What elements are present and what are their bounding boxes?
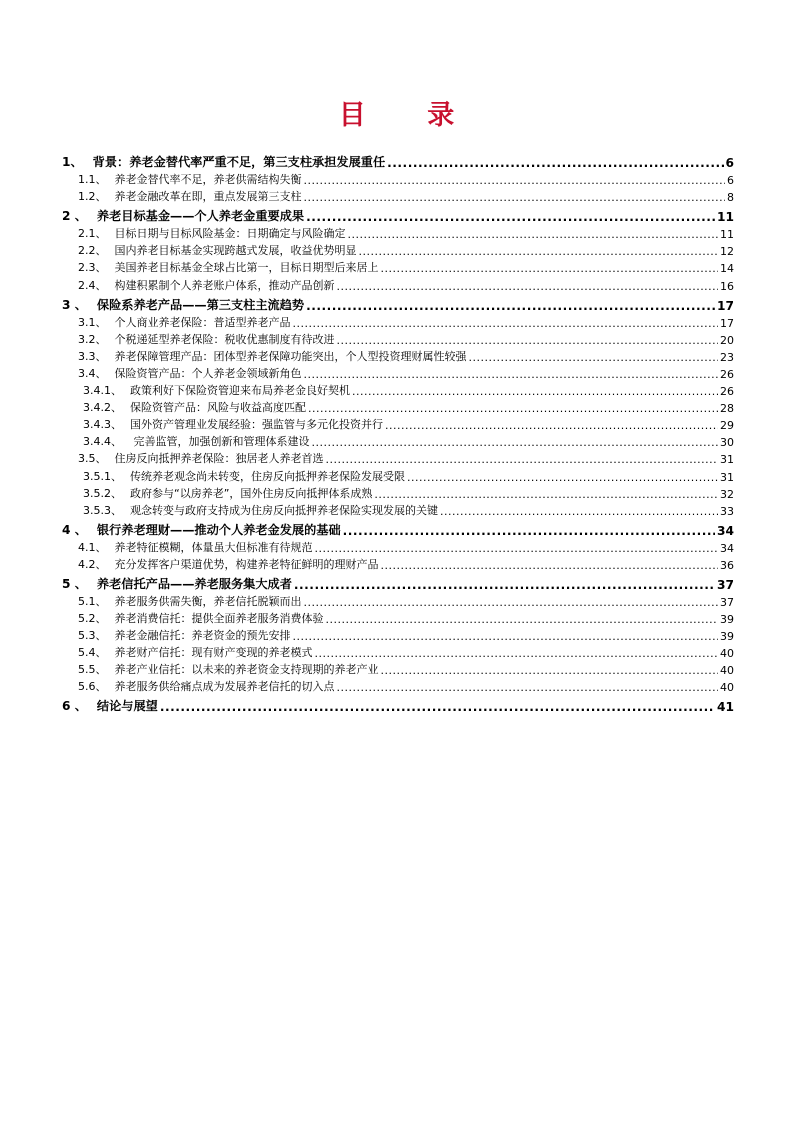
toc-dot-leader	[306, 299, 715, 313]
toc-page-number: 11	[720, 228, 734, 242]
toc-page-number: 11	[717, 210, 734, 225]
toc-page-number: 28	[720, 402, 734, 416]
toc-entry-level-2[interactable]	[62, 677, 734, 694]
toc-dot-leader	[304, 368, 719, 381]
toc-entry-label	[62, 171, 302, 187]
toc-entry-label	[62, 296, 304, 313]
toc-section-title: 完善监管，加强创新和管理体系建设	[130, 435, 310, 449]
toc-entry-level-3[interactable]	[62, 415, 734, 432]
toc-section-title: 政府参与“以房养老”，国外住房反向抵押体系成熟	[130, 486, 373, 500]
toc-dot-leader	[374, 488, 718, 501]
toc-entry-label	[62, 610, 324, 626]
toc-entry-label	[62, 433, 310, 449]
toc-section-title: 养老特征模糊，体量虽大但标准有待规范	[114, 540, 313, 554]
toc-entry-label	[62, 331, 335, 347]
toc-page-number: 29	[720, 419, 734, 433]
toc-section-number: 3 、	[62, 297, 87, 312]
toc-dot-leader	[294, 578, 715, 592]
toc-page-number: 30	[720, 436, 734, 450]
toc-section-number: 5.3、	[78, 629, 107, 643]
toc-section-number: 1、	[62, 155, 83, 169]
toc-section-number: 6 、	[62, 699, 87, 714]
toc-entry-level-1[interactable]	[62, 573, 734, 592]
toc-section-number: 5.4、	[78, 646, 107, 660]
toc-dot-leader	[407, 471, 718, 484]
toc-entry-label	[62, 153, 385, 170]
toc-entry-level-2[interactable]	[62, 330, 734, 347]
toc-dot-leader	[337, 334, 719, 347]
toc-dot-leader	[337, 681, 719, 694]
toc-entry-level-2[interactable]	[62, 258, 734, 275]
toc-page-number: 8	[727, 191, 734, 205]
toc-entry-label	[62, 314, 291, 330]
toc-section-number: 4.2、	[78, 557, 107, 571]
toc-entry-level-2[interactable]	[62, 538, 734, 555]
toc-page-number: 40	[720, 681, 734, 695]
toc-dot-leader	[440, 505, 718, 518]
toc-section-number: 3.3、	[78, 349, 107, 363]
toc-entry-label	[62, 661, 379, 677]
toc-entry-label	[62, 485, 372, 501]
toc-page-number: 37	[720, 595, 734, 609]
toc-dot-leader	[348, 228, 719, 241]
toc-page-number: 6	[727, 174, 734, 188]
toc-entry-label	[62, 593, 302, 609]
toc-entry-level-1[interactable]	[62, 205, 734, 224]
toc-entry-label	[62, 188, 302, 204]
toc-page-number: 41	[717, 700, 734, 715]
toc-section-title: 养老目标基金——个人养老金重要成果	[96, 209, 305, 224]
toc-entry-level-2[interactable]	[62, 224, 734, 241]
toc-entry-label	[62, 502, 438, 518]
toc-dot-leader	[306, 210, 715, 224]
toc-section-title: 充分发挥客户渠道优势，构建养老特征鲜明的理财产品	[114, 557, 379, 571]
toc-dot-leader	[315, 542, 719, 555]
toc-page-number: 20	[720, 333, 734, 347]
toc-entry-level-2[interactable]	[62, 449, 734, 466]
toc-entry-level-1[interactable]	[62, 151, 734, 170]
toc-entry-level-1[interactable]	[62, 519, 734, 538]
toc-entry-level-3[interactable]	[62, 398, 734, 415]
toc-dot-leader	[326, 453, 719, 466]
toc-section-title: 国外资产管理业发展经验：强监管与多元化投资并行	[130, 418, 383, 432]
toc-entry-label	[62, 468, 405, 484]
toc-section-number: 3.5.2、	[83, 486, 122, 500]
toc-entry-level-3[interactable]	[62, 381, 734, 398]
toc-page-number: 26	[720, 367, 734, 381]
toc-section-title: 结论与展望	[96, 699, 158, 714]
toc-section-title: 保险系养老产品——第三支柱主流趋势	[96, 297, 305, 312]
toc-entry-label	[62, 450, 324, 466]
toc-entry-level-1[interactable]	[62, 294, 734, 313]
toc-page-number: 36	[720, 558, 734, 572]
toc-section-title: 养老金融改革在即，重点发展第三支柱	[114, 190, 302, 204]
toc-page-number: 39	[720, 630, 734, 644]
toc-entry-label	[62, 697, 158, 714]
toc-entry-level-2[interactable]	[62, 643, 734, 660]
toc-dot-leader	[381, 262, 719, 275]
toc-section-title: 养老服务供给痛点成为发展养老信托的切入点	[114, 680, 335, 694]
toc-section-title: 保险资管产品：风险与收益高度匹配	[130, 401, 306, 415]
toc-page-number: 17	[717, 298, 734, 313]
toc-dot-leader	[315, 647, 719, 660]
toc-entry-label	[62, 242, 357, 258]
toc-page-number: 14	[720, 262, 734, 276]
toc-dot-leader	[352, 385, 718, 398]
toc-section-number: 2 、	[62, 209, 87, 224]
toc-dot-leader	[469, 351, 719, 364]
toc-page-number: 39	[720, 613, 734, 627]
toc-entry-label	[62, 678, 335, 694]
toc-dot-leader	[381, 664, 719, 677]
toc-section-title: 养老金融信托：养老资金的预先安排	[114, 629, 291, 643]
toc-section-number: 1.2、	[78, 190, 107, 204]
toc-entry-label	[62, 627, 291, 643]
toc-page-number: 37	[717, 577, 734, 592]
toc-section-number: 3.2、	[78, 332, 107, 346]
toc-section-number: 5.5、	[78, 663, 107, 677]
toc-entry-label	[62, 399, 306, 415]
toc-dot-leader	[385, 419, 718, 432]
toc-entry-label	[62, 277, 335, 293]
toc-page-number: 31	[720, 453, 734, 467]
toc-section-title: 个税递延型养老保险：税收优惠制度有待改进	[114, 332, 335, 346]
toc-section-title: 养老金替代率不足，养老供需结构失衡	[114, 173, 302, 187]
toc-section-title: 保险资管产品：个人养老金领域新角色	[114, 366, 302, 380]
toc-page-number: 6	[725, 156, 734, 170]
toc-dot-leader	[293, 317, 719, 330]
toc-entry-label	[62, 644, 313, 660]
toc-page-number: 12	[720, 245, 734, 259]
toc-section-number: 2.2、	[78, 244, 107, 258]
toc-entry-label	[62, 416, 383, 432]
toc-entry-label	[62, 207, 304, 224]
toc-section-title: 养老服务供需失衡，养老信托脱颖而出	[114, 594, 302, 608]
toc-entry-level-2[interactable]	[62, 241, 734, 258]
toc-section-number: 3.4.2、	[83, 401, 122, 415]
toc-dot-leader	[304, 191, 726, 204]
toc-entry-level-2[interactable]	[62, 347, 734, 364]
toc-section-number: 2.3、	[78, 261, 107, 275]
toc-page-number: 34	[720, 541, 734, 555]
toc-entry-level-2[interactable]	[62, 187, 734, 204]
page-title: 目 录	[338, 100, 481, 131]
toc-section-number: 4.1、	[78, 540, 107, 554]
toc-section-number: 5.1、	[78, 594, 107, 608]
toc-dot-leader	[293, 630, 719, 643]
toc-entry-label	[62, 365, 302, 381]
toc-entry-label	[62, 521, 341, 538]
toc-entry-level-2[interactable]	[62, 609, 734, 626]
toc-dot-leader	[312, 436, 719, 449]
toc-page-number: 34	[717, 523, 734, 538]
toc-dot-leader	[326, 613, 719, 626]
toc-page-number: 40	[720, 647, 734, 661]
toc-section-title: 银行养老理财——推动个人养老金发展的基础	[96, 522, 341, 537]
toc-dot-leader	[308, 402, 718, 415]
toc-entry-label	[62, 556, 379, 572]
toc-section-title: 养老财产信托：现有财产变现的养老模式	[114, 646, 313, 660]
toc-section-title: 政策利好下保险资管迎来布局养老金良好契机	[130, 384, 350, 398]
toc-section-number: 2.4、	[78, 278, 107, 292]
toc-section-title: 养老信托产品——养老服务集大成者	[96, 576, 292, 591]
toc-dot-leader	[160, 700, 715, 714]
toc-section-title: 目标日期与目标风险基金：日期确定与风险确定	[114, 227, 346, 241]
toc-section-number: 1.1、	[78, 173, 107, 187]
toc-page-number: 31	[720, 470, 734, 484]
toc-page-number: 17	[720, 316, 734, 330]
toc-entry-level-2[interactable]	[62, 626, 734, 643]
toc-section-number: 5.2、	[78, 612, 107, 626]
toc-entry-level-1[interactable]	[62, 695, 734, 714]
toc-dot-leader	[359, 245, 719, 258]
toc-entry-level-3[interactable]	[62, 466, 734, 483]
toc-section-title: 构建积累制个人养老账户体系，推动产品创新	[114, 278, 335, 292]
toc-section-title: 观念转变与政府支持成为住房反向抵押养老保险实现发展的关键	[130, 503, 438, 517]
toc-dot-leader	[337, 280, 719, 293]
toc-section-title: 传统养老观念尚未转变，住房反向抵押养老保险发展受限	[130, 469, 405, 483]
toc-entry-level-3[interactable]	[62, 484, 734, 501]
toc-section-number: 5.6、	[78, 680, 107, 694]
toc-section-number: 3.1、	[78, 315, 107, 329]
toc-entry-label	[62, 382, 350, 398]
toc-entry-label	[62, 539, 313, 555]
toc-section-number: 3.5.1、	[83, 469, 122, 483]
toc-page-number: 32	[720, 487, 734, 501]
toc-entry-level-2[interactable]	[62, 364, 734, 381]
toc-section-title: 住房反向抵押养老保险：独居老人养老首选	[114, 452, 324, 466]
toc-section-number: 3.4、	[78, 366, 107, 380]
toc-page-number: 26	[720, 385, 734, 399]
toc-section-title: 养老消费信托：提供全面养老服务消费体验	[114, 612, 324, 626]
toc-dot-leader	[343, 524, 715, 538]
toc-section-title: 背景：养老金替代率严重不足，第三支柱承担发展重任	[92, 155, 386, 169]
toc-section-number: 5 、	[62, 576, 87, 591]
toc-entry-level-3[interactable]	[62, 501, 734, 518]
toc-entry-label	[62, 348, 467, 364]
toc-section-number: 3.5、	[78, 452, 107, 466]
toc-page-number: 40	[720, 664, 734, 678]
toc-section-title: 个人商业养老保险：普适型养老产品	[114, 315, 291, 329]
toc-section-title: 养老保障管理产品：团体型养老保障功能突出，个人型投资理财属性较强	[114, 349, 467, 363]
toc-entry-level-2[interactable]	[62, 660, 734, 677]
toc-entry-level-2[interactable]	[62, 592, 734, 609]
toc-dot-leader	[381, 559, 719, 572]
toc-section-number: 3.4.3、	[83, 418, 122, 432]
toc-page-number: 33	[720, 504, 734, 518]
toc-section-title: 国内养老目标基金实现跨越式发展，收益优势明显	[114, 244, 357, 258]
toc-entry-level-2[interactable]	[62, 170, 734, 187]
toc-entry-level-2[interactable]	[62, 555, 734, 572]
toc-section-number: 3.4.1、	[83, 384, 122, 398]
toc-dot-leader	[304, 596, 719, 609]
toc-entry-level-3[interactable]	[62, 432, 734, 449]
toc-page-number: 23	[720, 350, 734, 364]
toc-dot-leader	[304, 174, 726, 187]
toc-section-title: 美国养老目标基金全球占比第一，目标日期型后来居上	[114, 261, 379, 275]
toc-section-number: 2.1、	[78, 227, 107, 241]
toc-entry-level-2[interactable]	[62, 275, 734, 292]
toc-section-number: 3.5.3、	[83, 503, 122, 517]
table-of-contents	[62, 150, 734, 714]
toc-entry-label	[62, 259, 379, 275]
toc-section-number: 3.4.4、	[83, 435, 122, 449]
toc-section-title: 养老产业信托：以未来的养老资金支持现期的养老产业	[114, 663, 379, 677]
toc-entry-label	[62, 575, 292, 592]
toc-section-number: 4 、	[62, 522, 87, 537]
toc-page-number: 16	[720, 279, 734, 293]
toc-entry-label	[62, 225, 346, 241]
toc-dot-leader	[387, 156, 723, 170]
toc-entry-level-2[interactable]	[62, 313, 734, 330]
